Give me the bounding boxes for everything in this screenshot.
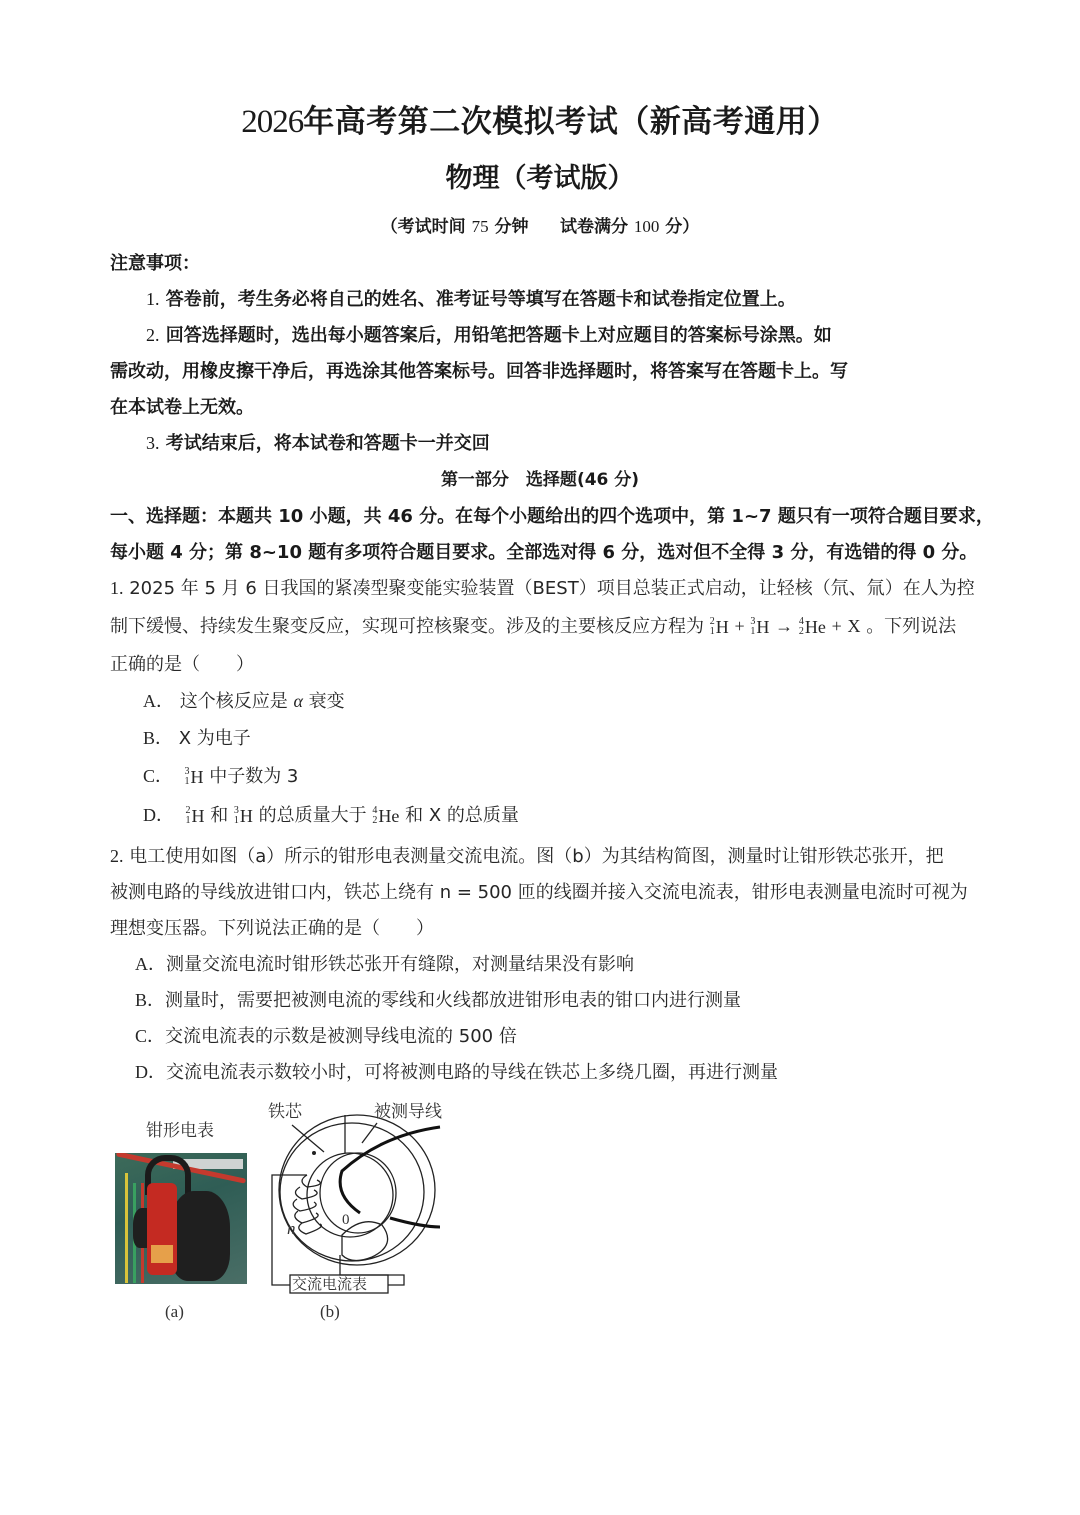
- exam-year: 2026: [241, 104, 304, 140]
- iron-core-inner-2: [320, 1153, 396, 1233]
- plus-sign: +: [734, 616, 745, 636]
- q1-option-c[interactable]: [143, 762, 298, 788]
- question-2-line-2: 被测电路的导线放进钳口内，铁芯上绕有 n = 500 匝的线圈并接入交流电流表，钳形电表测量电流时可视为: [110, 882, 968, 903]
- meta-score: 100: [633, 217, 660, 236]
- plus-sign: +: [831, 616, 842, 636]
- option-label: A．: [143, 691, 174, 711]
- notice-num: 2.: [146, 325, 160, 345]
- exam-title: [0, 96, 1080, 141]
- question-text: 2025 年 5 月 6 日我国的紧凑型聚变能实验装置（BEST）项目总装正式启动，让轻核（氘、氚）在人为控: [129, 578, 975, 599]
- option-label: B．: [135, 990, 166, 1010]
- option-label: A．: [135, 954, 166, 974]
- question-text: 。下列说法: [866, 616, 957, 637]
- exam-subtitle: 物理（考试版）: [445, 163, 635, 194]
- option-text: 交流电流表的示数是被测导线电流的 500 倍: [165, 1026, 517, 1047]
- core-dot: [312, 1151, 316, 1155]
- figure-a-title: 钳形电表: [146, 1121, 214, 1141]
- wire-stripe: [125, 1173, 128, 1283]
- meta-score-unit: 分）: [665, 217, 700, 237]
- option-label: C．: [143, 766, 174, 786]
- notice-item-2-cont-1: 需改动，用橡皮擦干净后，再选涂其他答案标号。回答非选择题时，将答案写在答题卡上。写: [110, 361, 848, 382]
- particle-x: X: [847, 616, 861, 636]
- exam-title-text: 年高考第二次模拟考试（新高考通用）: [303, 104, 839, 140]
- nuclide-helium: 4 2 He: [798, 616, 826, 637]
- clamp-structure-diagram: [262, 1095, 462, 1295]
- option-text: 衰变: [308, 691, 345, 712]
- option-text: X 为电子: [178, 728, 251, 749]
- notice-text: 回答选择题时，选出每小题答案后，用铅笔把答题卡上对应题目的答案标号涂黑。如: [165, 325, 832, 346]
- clamp-meter-photo: [115, 1153, 247, 1284]
- question-1-line-1: [110, 574, 975, 600]
- notice-text: 考试结束后，将本试卷和答题卡一并交回: [165, 433, 490, 454]
- q1-option-b[interactable]: [143, 724, 251, 750]
- notice-num: 3.: [146, 433, 160, 453]
- q2-option-c[interactable]: [135, 1022, 517, 1048]
- section-score: (46 分): [576, 470, 640, 490]
- q2-option-a[interactable]: [135, 950, 634, 976]
- clamp-meter-lcd: [151, 1245, 173, 1263]
- notice-heading: 注意事项：: [110, 253, 200, 274]
- question-2-line-3: 理想变压器。下列说法正确的是（ ）: [110, 918, 434, 939]
- option-text: 中子数为 3: [209, 766, 299, 787]
- coil-turns-label: n: [287, 1219, 296, 1238]
- question-2-line-1: [110, 842, 944, 868]
- exam-meta: [0, 212, 1080, 237]
- measured-wire-front: [340, 1127, 440, 1213]
- option-label: B．: [143, 728, 174, 748]
- option-text: 的总质量大于: [258, 805, 367, 826]
- ammeter-label: 交流电流表: [292, 1275, 368, 1293]
- notice-item-3: [146, 429, 490, 455]
- question-number: 1.: [110, 578, 124, 598]
- question-1-line-3: 正确的是（ ）: [110, 654, 254, 675]
- option-label: D．: [143, 805, 174, 825]
- nuclide-tritium: 3 1 H: [184, 766, 204, 787]
- notice-text: 答卷前，考生务必将自己的姓名、准考证号等填写在答题卡和试卷指定位置上。: [165, 289, 796, 310]
- option-label: C．: [135, 1026, 166, 1046]
- notice-item-2: [146, 321, 832, 347]
- nuclide-helium: 4 2 He: [372, 805, 400, 826]
- option-text: 测量交流电流时钳形铁芯张开有缝隙，对测量结果没有影响: [166, 954, 634, 975]
- section-title: [0, 465, 1080, 490]
- figure-a-caption: (a): [165, 1302, 184, 1321]
- meta-score-label: 试卷满分: [559, 217, 628, 237]
- zero-label: 0: [342, 1212, 350, 1228]
- notice-item-2-cont-2: 在本试卷上无效。: [110, 397, 254, 418]
- figure-b-caption: (b): [320, 1302, 340, 1321]
- option-text: 和 X 的总质量: [405, 805, 519, 826]
- nuclide-deuterium: 2 1 H: [709, 616, 729, 637]
- coil-windings: [293, 1175, 321, 1234]
- nuclide-deuterium: 2 1 H: [185, 805, 205, 826]
- q2-option-d[interactable]: [135, 1058, 778, 1084]
- meta-time: 75: [471, 217, 489, 236]
- reaction-arrow: →: [775, 616, 794, 636]
- section-title-text: 第一部分 选择题: [440, 470, 577, 490]
- notice-item-1: [146, 285, 796, 311]
- section-instructions-1: 一、选择题：本题共 10 小题，共 46 分。在每个小题给出的四个选项中，第 1~7 题只有一项符合题目要求，: [110, 506, 994, 527]
- iron-core-outer-2: [280, 1123, 424, 1261]
- meta-prefix: （考试时间: [380, 217, 466, 237]
- q1-option-a[interactable]: [143, 687, 345, 713]
- section-instructions-2: 每小题 4 分；第 8~10 题有多项符合题目要求。全部选对得 6 分，选对但不全得 3 分，有选错的得 0 分。: [110, 542, 978, 563]
- nuclide-tritium: 3 1 H: [233, 805, 253, 826]
- question-1-line-2: [110, 612, 956, 638]
- option-text: 这个核反应是: [179, 691, 288, 712]
- question-text: 电工使用如图（a）所示的钳形电表测量交流电流。图（b）为其结构简图，测量时让钳形铁芯张开，把: [129, 846, 944, 867]
- question-text: 制下缓慢、持续发生聚变反应，实现可控核聚变。涉及的主要核反应方程为: [110, 616, 704, 637]
- iron-core-label: 铁芯: [268, 1102, 302, 1122]
- option-text: 交流电流表示数较小时，可将被测电路的导线在铁芯上多绕几圈，再进行测量: [166, 1062, 778, 1083]
- nuclide-tritium: 3 1 H: [750, 616, 770, 637]
- option-label: D．: [135, 1062, 166, 1082]
- question-number: 2.: [110, 846, 124, 866]
- option-text: 测量时，需要把被测电流的零线和火线都放进钳形电表的钳口内进行测量: [165, 990, 742, 1011]
- measured-wire-label: 被测导线: [374, 1102, 442, 1122]
- notice-num: 1.: [146, 289, 160, 309]
- option-text: 和: [210, 805, 229, 826]
- glove: [170, 1191, 230, 1281]
- q2-option-b[interactable]: [135, 986, 741, 1012]
- q1-option-d[interactable]: [143, 801, 519, 827]
- alpha-symbol: α: [293, 691, 303, 711]
- wire-pointer: [362, 1123, 377, 1143]
- meta-time-unit: 分钟: [494, 217, 529, 237]
